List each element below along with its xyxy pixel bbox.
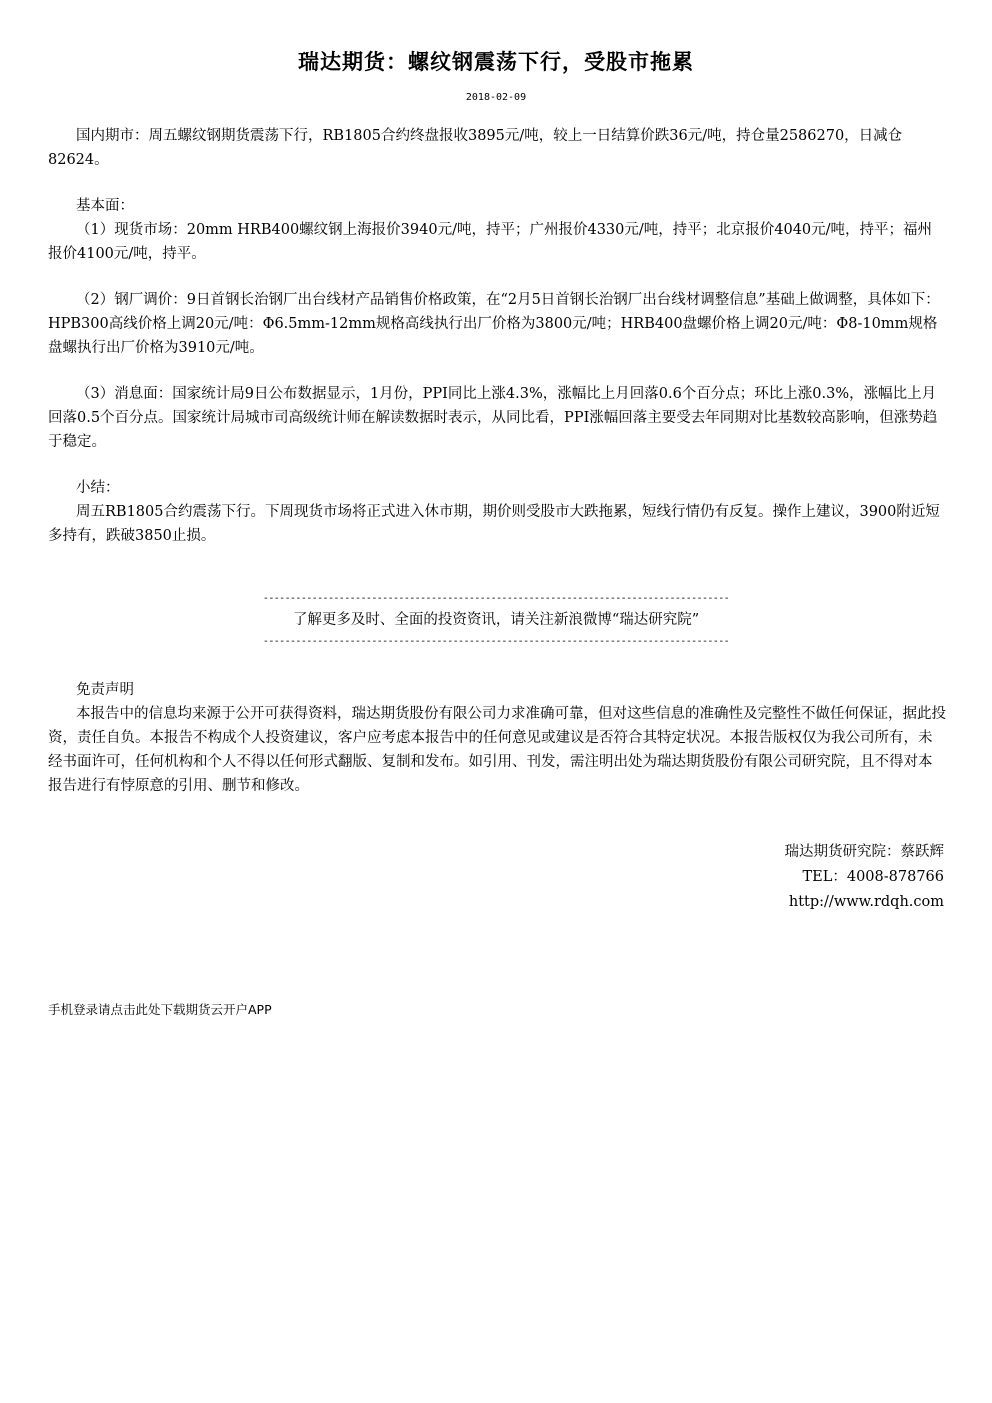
spacer [48, 360, 946, 382]
fundamentals-item-mill-price: （2）钢厂调价：9日首钢长治钢厂出台线材产品销售价格政策，在“2月5日首钢长治钢厂出台线材调整信息”基础上做调整，具体如下：HPB300高线价格上调20元/吨：Φ6.5mm-12mm规格高线执行出厂价格为3800元/吨；HRB400盘螺价格上调20元/吨：Φ8-10mm规格盘螺执行出厂价格为3910元/吨。 [48, 292, 940, 356]
report-body [48, 124, 946, 548]
disclaimer-heading: 免责声明 [76, 682, 134, 698]
report-date: 2018-02-09 [465, 92, 527, 103]
spacer [48, 172, 946, 194]
fundamentals-heading: 基本面： [76, 198, 134, 214]
spacer [48, 454, 946, 476]
signature-url-link[interactable]: http://www.rdqh.com [788, 894, 944, 910]
promo-divider-bottom: -------------------------------------------------------------------------------------- [262, 636, 730, 647]
market-paragraph: 国内期市：周五螺纹钢期货震荡下行，RB1805合约终盘报收3895元/吨，较上一日结算价跌36元/吨，持仓量2586270，日减仓82624。 [48, 128, 903, 168]
fundamentals-item-spot: （1）现货市场：20mm HRB400螺纹钢上海报价3940元/吨，持平；广州报价4330元/吨，持平；北京报价4040元/吨，持平；福州报价4100元/吨，持平。 [48, 222, 933, 262]
promo-divider-top: -------------------------------------------------------------------------------------- [262, 593, 730, 604]
disclaimer-section [48, 678, 946, 798]
summary-heading: 小结： [76, 480, 120, 496]
spacer [48, 266, 946, 288]
disclaimer-text: 本报告中的信息均来源于公开可获得资料，瑞达期货股份有限公司力求准确可靠，但对这些信息的准确性及完整性不做任何保证，据此投资，责任自负。本报告不构成个人投资建议，客户应考虑本报告中的任何意见或建议是否符合其特定状况。本报告版权仅为我公司所有，未经书面许可，任何机构和个人不得以任何形式翻版、复制和发布。如引用、刊发，需注明出处为瑞达期货股份有限公司研究院，且不得对本报告进行有悖原意的引用、删节和修改。 [48, 706, 946, 794]
report-title: 瑞达期货：螺纹钢震荡下行，受股市拖累 [298, 49, 694, 74]
signature-block [785, 840, 945, 915]
promo-box [262, 589, 730, 652]
promo-text: 了解更多及时、全面的投资资讯，请关注新浪微博“瑞达研究院” [292, 612, 700, 628]
fundamentals-item-news: （3）消息面：国家统计局9日公布数据显示，1月份，PPI同比上涨4.3%，涨幅比上月回落0.6个百分点；环比上涨0.3%，涨幅比上月回落0.5个百分点。国家统计局城市司高级统计师在解读数据时表示，从同比看，PPI涨幅回落主要受去年同期对比基数较高影响，但涨势趋于稳定。 [48, 386, 938, 450]
summary-paragraph: 周五RB1805合约震荡下行。下周现货市场将正式进入休市期，期价则受股市大跌拖累，短线行情仍有反复。操作上建议，3900附近短多持有，跌破3850止损。 [48, 504, 940, 544]
signature-author: 瑞达期货研究院：蔡跃辉 [784, 844, 944, 860]
signature-tel: TEL：4008-878766 [802, 869, 944, 885]
app-download-link[interactable]: 手机登录请点击此处下载期货云开户APP [48, 1002, 272, 1017]
